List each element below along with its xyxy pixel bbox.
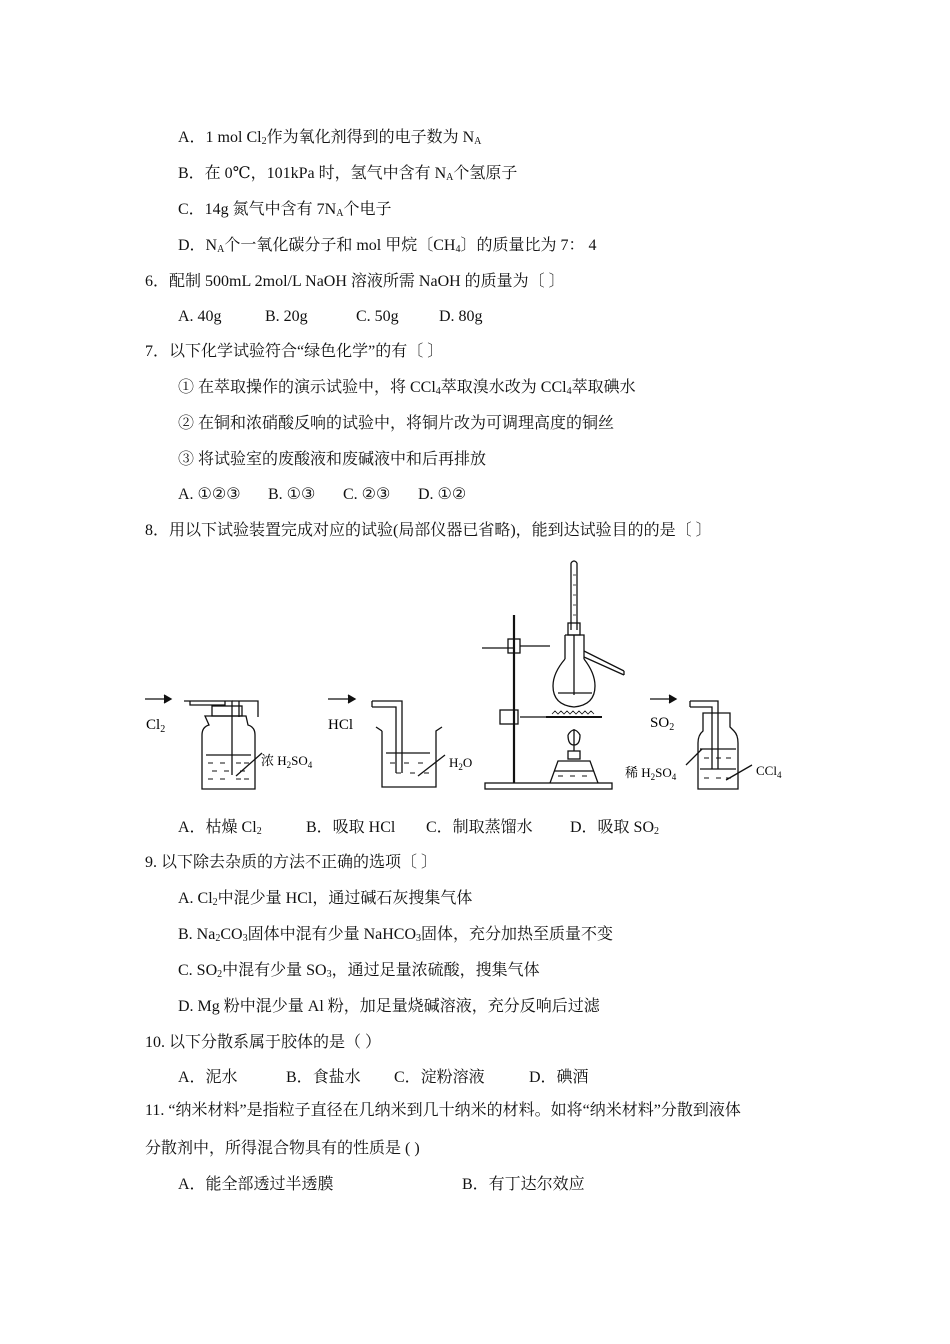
q9-option-a: A. $Cl_2$中混少量 HCl，通过碱石灰搜集气体 [178, 890, 473, 908]
q7-option-a: A. ①②③ [178, 486, 241, 503]
q7-item-2: ② 在铜和浓硝酸反响的试验中，将铜片改为可调理高度的铜丝 [178, 415, 615, 432]
dil-h2so4-pointer [686, 749, 702, 765]
h2o-pointer [418, 755, 445, 776]
q11-option-b: B．有丁达尔效应 [462, 1176, 585, 1193]
q8-stem: 8．用以下试验装置完成对应的试验(局部仪器已省略)，能到达试验目的的是〔 〕 [145, 522, 712, 539]
q5-option-b: B．在 0℃，101kPa 时，氢气中含有 $N_A$个氢原子 [178, 165, 518, 183]
q7-option-c: C. ②③ [343, 486, 391, 503]
q9-option-b: B. $Na_2CO_3$固体中混有少量 NaHCO$_3$固体，充分加热至质量不变 [178, 926, 614, 944]
q5-option-c: C．14g 氮气中含有 $7N_A$个电子 [178, 201, 392, 219]
label-so2: $SO_2$ [650, 715, 675, 733]
q11-stem-line2: 分散剂中，所得混合物具有的性质是 ( ) [145, 1140, 420, 1157]
label-h2o: $H_2O$ [449, 755, 473, 772]
conc-h2so4-pointer [236, 753, 262, 776]
q8-option-b: B．吸取 HCl [306, 819, 396, 836]
label-cl2: $Cl_2$ [146, 717, 166, 735]
q10-option-c: C．淀粉溶液 [394, 1069, 485, 1086]
q6-option-a: A. 40g [178, 308, 222, 325]
q9-stem: 9. 以下除去杂质的方法不正确的选项〔 〕 [145, 854, 438, 871]
label-hcl: HCl [328, 717, 354, 733]
q8-option-a: A．枯燥 $Cl_2$ [178, 819, 262, 837]
q7-option-d: D. ①② [418, 486, 467, 503]
label-ccl4: CCl$_4$ [756, 763, 782, 780]
q8-option-c: C．制取蒸馏水 [426, 819, 533, 836]
drying-bottle-liquid [208, 763, 249, 779]
q8-apparatus-figure [140, 555, 800, 800]
label-dil-h2so4: 稀 $H_2SO_4$ [625, 765, 677, 782]
q9-option-d: D. Mg 粉中混少量 Al 粉，加足量烧碱溶液，充分反响后过滤 [178, 998, 600, 1015]
q6-stem: 6．配制 500mL 2mol/L NaOH 溶液所需 NaOH 的质量为〔 〕 [145, 273, 565, 290]
q11-option-a: A．能全部透过半透膜 [178, 1176, 334, 1193]
q5-option-a: A．1 mol $Cl_2$作为氧化剂得到的电子数为 $N_A$ [178, 129, 482, 147]
q10-stem: 10. 以下分散系属于胶体的是（ ） [145, 1034, 382, 1051]
q10-option-b: B．食盐水 [286, 1069, 361, 1086]
label-conc-h2so4: 浓 $H_2SO_4$ [261, 753, 313, 770]
q6-option-d: D. 80g [439, 308, 483, 325]
q5-option-d: D．$N_A$个一氧化碳分子和 mol 甲烷〔$CH_4$〕的质量比为 7： 4 [178, 237, 597, 255]
q8-option-d: D．吸取 $SO_2$ [570, 819, 660, 837]
q10-option-a: A．泥水 [178, 1069, 238, 1086]
q9-option-c: C. $SO_2$中混有少量 $SO_3$，通过足量浓硫酸，搜集气体 [178, 962, 540, 980]
q7-item-1: ① 在萃取操作的演示试验中，将 CCl$_4$萃取溴水改为 CCl$_4$萃取碘水 [178, 379, 636, 397]
distillation-apparatus [482, 561, 624, 789]
q10-option-d: D．碘酒 [529, 1069, 589, 1086]
q6-option-b: B. 20g [265, 308, 308, 325]
q7-item-3: ③ 将试验室的废酸液和废碱液中和后再排放 [178, 451, 487, 468]
q6-option-c: C. 50g [356, 308, 399, 325]
q7-stem: 7．以下化学试验符合“绿色化学”的有〔 〕 [145, 343, 444, 360]
q11-stem-line1: 11. “纳米材料”是指粒子直径在几纳米到几十纳米的材料。如将“纳米材料”分散到液体 [145, 1102, 741, 1119]
q7-option-b: B. ①③ [268, 486, 316, 503]
drying-bottle-apparatus [145, 695, 258, 789]
